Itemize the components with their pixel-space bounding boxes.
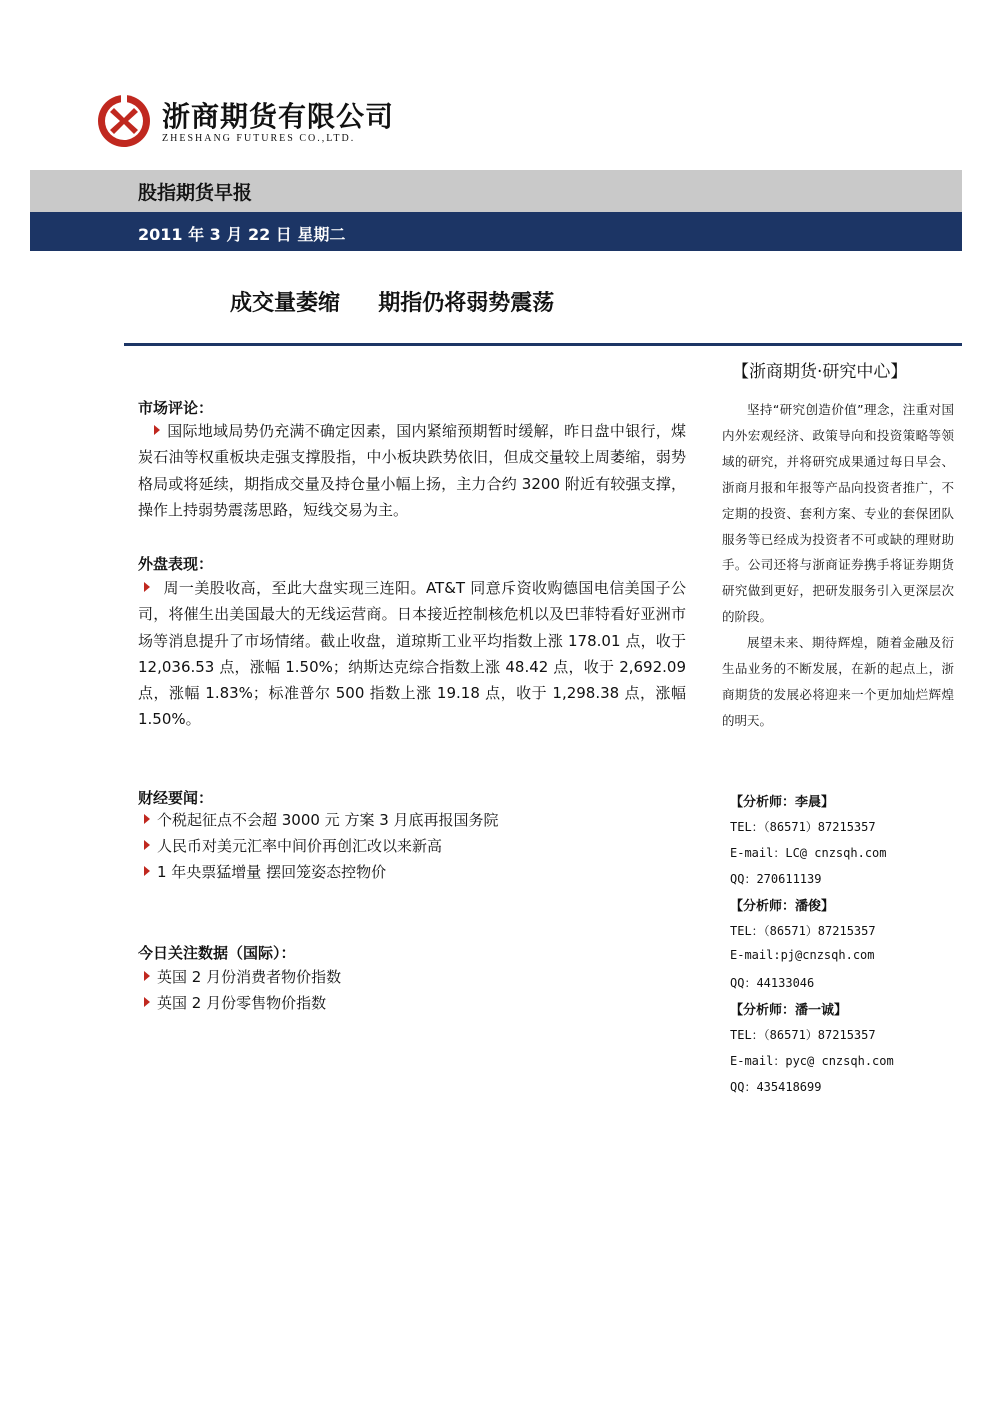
analyst-qq: QQ：270611139 (730, 872, 822, 886)
market-comment-paragraph (138, 418, 686, 523)
section-title-overseas: 外盘表现： (138, 555, 214, 573)
report-title: 股指期货早报 (138, 182, 253, 204)
analyst-tel: TEL：（86571）87215357 (730, 1028, 876, 1042)
list-item: 英国 2 月份零售物价指数 (144, 990, 326, 1016)
list-item: 英国 2 月份消费者物价指数 (144, 964, 341, 990)
bullet-arrow-icon (154, 425, 160, 435)
analyst-name: 【分析师：李晨】 (730, 795, 835, 810)
analyst-name: 【分析师：潘俊】 (730, 899, 835, 914)
company-logo-icon (97, 94, 151, 148)
list-item: 人民币对美元汇率中间价再创汇改以来新高 (144, 833, 442, 859)
market-comment-text: 国际地域局势仍充满不确定因素，国内紧缩预期暂时缓解，昨日盘中银行，煤炭石油等权重板块走强支撑股指，中小板块跌势依旧，但成交量较上周萎缩，弱势格局或将延续，期指成交量及持仓量小幅上扬，主力合约 3200 附近有较强支撑，操作上持弱势震荡思路，短线交易为主。 (138, 422, 686, 519)
list-item: 个税起征点不会超 3000 元 方案 3 月底再报国务院 (144, 807, 499, 833)
company-name-en: ZHESHANG FUTURES CO.,LTD. (162, 133, 356, 144)
sidebar-heading: 【浙商期货·研究中心】 (732, 362, 908, 382)
bullet-arrow-icon (144, 997, 150, 1007)
analyst-qq: QQ：435418699 (730, 1080, 822, 1094)
section-title-market-comment: 市场评论： (138, 399, 214, 417)
sidebar-intro-p2: 展望未来、期待辉煌，随着金融及衍生品业务的不断发展，在新的起点上，浙商期货的发展必将迎来一个更加灿烂辉煌的明天。 (722, 635, 954, 728)
bullet-arrow-icon (144, 971, 150, 981)
headline: 成交量萎缩 期指仍将弱势震荡 (230, 291, 555, 316)
analyst-email: E-mail：LC@ cnzsqh.com (730, 846, 887, 860)
analyst-email: E-mail:pj@cnzsqh.com (730, 948, 875, 962)
analyst-tel: TEL：（86571）87215357 (730, 924, 876, 938)
report-date: 2011 年 3 月 22 日 星期二 (138, 225, 346, 244)
analyst-name: 【分析师：潘一诚】 (730, 1003, 848, 1018)
overseas-text: 周一美股收高，至此大盘实现三连阳。AT&T 同意斥资收购德国电信美国子公司，将催生出美国最大的无线运营商。日本接近控制核危机以及巴菲特看好亚洲市场等消息提升了市场情绪。截止收盘，道琼斯工业平均指数上涨 178.01 点，收于 12,036.53 点，涨幅 1.50%；纳斯达克综合指数上涨 48.42 点，收于 2,692.09 点，涨幅 1.83%；标准普尔 500 指数上涨 19.18 点，收于 1,298.38 点，涨幅 1.50%。 (138, 579, 686, 729)
analyst-qq: QQ：44133046 (730, 976, 815, 990)
sidebar-intro-p1: 坚持“研究创造价值”理念，注重对国内外宏观经济、政策导向和投资策略等领域的研究，并将研究成果通过每日早会、浙商月报和年报等产品向投资者推广，不定期的投资、套利方案、专业的套保团队服务等已经成为投资者不可或缺的理财助手。公司还将与浙商证券携手将证券期货研究做到更好，把研发服务引入更深层次的阶段。 (722, 402, 954, 625)
analyst-tel: TEL：（86571）87215357 (730, 820, 876, 834)
section-title-today-data: 今日关注数据（国际）： (138, 944, 296, 962)
bullet-arrow-icon (144, 582, 150, 592)
section-title-finance-news: 财经要闻： (138, 789, 214, 807)
bullet-arrow-icon (144, 840, 150, 850)
bullet-arrow-icon (144, 814, 150, 824)
headline-divider (124, 343, 962, 346)
overseas-paragraph (138, 575, 686, 733)
bullet-arrow-icon (144, 866, 150, 876)
list-item: 1 年央票猛增量 摆回笼姿态控物价 (144, 859, 386, 885)
company-name-cn: 浙商期货有限公司 (162, 100, 395, 133)
analyst-email: E-mail：pyc@ cnzsqh.com (730, 1054, 894, 1068)
sidebar-intro (722, 397, 954, 734)
